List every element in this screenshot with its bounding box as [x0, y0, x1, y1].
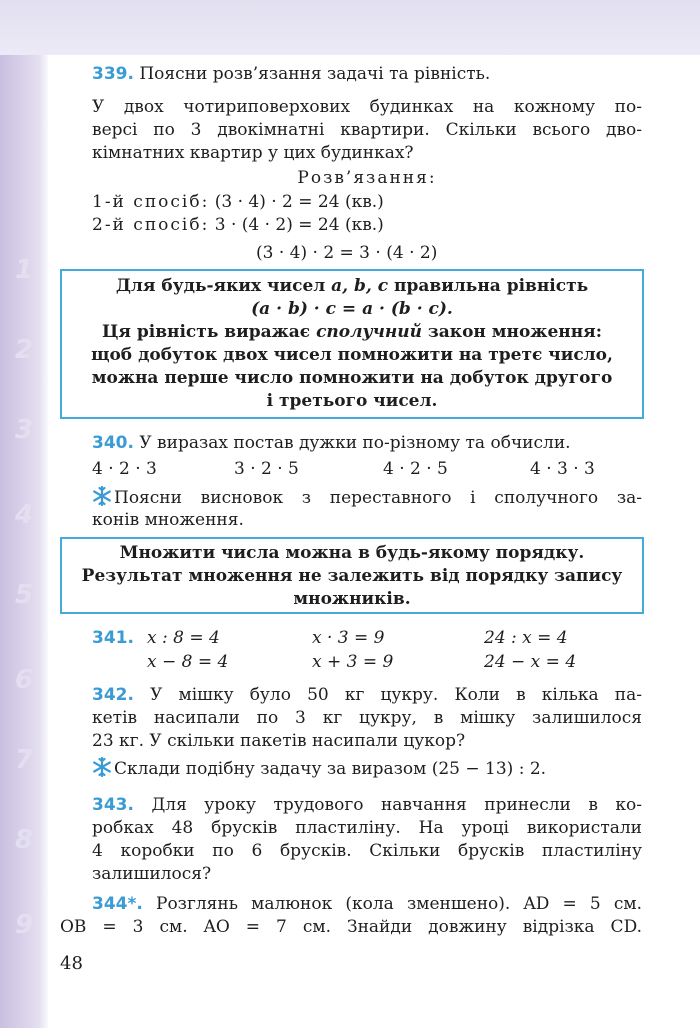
rule-line: Множити числа можна в будь-якому порядку.	[119, 543, 585, 563]
margin-number: 6	[14, 665, 34, 695]
way-1-expression: (3 · 4) · 2 = 24 (кв.)	[214, 192, 384, 212]
rule-text: правильна рівність	[394, 276, 589, 296]
way-1	[92, 191, 384, 213]
rule-line: щоб добуток двох чисел помножити на третє число,	[91, 345, 613, 365]
equation: x · 3 = 9	[312, 628, 385, 648]
equation: 24 : x = 4	[484, 628, 568, 648]
margin-number: 1	[14, 255, 34, 285]
margin-number: 8	[14, 825, 34, 855]
equation: x + 3 = 9	[312, 652, 394, 672]
rule-text: Ця рівність виражає	[101, 322, 311, 342]
task-344-line	[92, 893, 642, 915]
equation: 24 − x = 4	[484, 652, 577, 672]
rule-text: закон множення:	[427, 322, 603, 342]
task-number: 341.	[92, 628, 134, 648]
margin-number: 9	[14, 910, 34, 940]
snowflake-icon	[92, 486, 112, 506]
task-339-header	[92, 63, 490, 85]
rule-line	[62, 321, 642, 343]
rule-line	[62, 275, 642, 297]
star-task-text: Поясни висновок з переставного і сполучного за-	[114, 488, 642, 508]
task-342-line	[92, 684, 642, 706]
margin-number: 7	[14, 745, 34, 775]
task-text-line: робках 48 брусків пластиліну. На уроці використали	[92, 818, 642, 838]
page-number: 48	[60, 953, 83, 974]
task-text-line: кімнатних квартир у цих будинках?	[92, 143, 414, 163]
rule-formula: (a · b) · c = a · (b · c).	[251, 299, 453, 319]
rule-line: множників.	[293, 589, 411, 609]
margin-number: 3	[14, 415, 34, 445]
task-title: Поясни розв’язання задачі та рівність.	[139, 64, 491, 84]
task-text-line: 4 коробки по 6 брусків. Скільки брусків пластиліну	[92, 841, 642, 861]
star-task	[92, 757, 546, 780]
way-1-label: 1-й спосіб:	[92, 192, 210, 212]
rule-line: і третього чисел.	[266, 391, 438, 411]
star-task-text: конів множення.	[92, 510, 244, 530]
task-text: У мішку було 50 кг цукру. Коли в кілька па-	[150, 685, 642, 705]
star-task	[92, 486, 642, 509]
expression: 3 · 2 · 5	[234, 459, 299, 479]
task-text-line: OB = 3 см. AO = 7 см. Знайди довжину відрізка CD.	[60, 917, 642, 937]
task-text-line: версі по 3 двокімнатні квартири. Скільки всього дво-	[92, 120, 642, 140]
task-text-line: 23 кг. У скільки пакетів насипали цукор?	[92, 731, 466, 751]
way-2-expression: 3 · (4 · 2) = 24 (кв.)	[214, 215, 384, 235]
rule-line: Результат множення не залежить від порядку запису	[81, 566, 623, 586]
task-343-line	[92, 794, 642, 816]
margin-number: 4	[14, 500, 34, 530]
task-340-header	[92, 432, 571, 454]
expression: 4 · 2 · 5	[383, 459, 448, 479]
task-number: 340.	[92, 433, 134, 453]
task-text-line: кетів насипали по 3 кг цукру, в мішку залишилося	[92, 708, 642, 728]
task-text-line: У двох чотириповерхових будинках на кожному по-	[92, 97, 642, 117]
margin-number: 2	[14, 335, 34, 365]
solution-heading: Розв’язання:	[297, 168, 437, 188]
margin-number: 5	[14, 580, 34, 610]
task-number: 343.	[92, 795, 134, 815]
task-text: У виразах постав дужки по-різному та обчисли.	[139, 433, 571, 453]
expression: 4 · 3 · 3	[530, 459, 595, 479]
snowflake-icon	[92, 757, 112, 777]
task-text: Для уроку трудового навчання принесли в ко-	[151, 795, 642, 815]
rule-box-associative	[60, 269, 644, 419]
equation: x − 8 = 4	[147, 652, 229, 672]
rule-box-commutative	[60, 537, 644, 614]
rule-vars: a, b, c	[331, 276, 389, 296]
task-number: 339.	[92, 64, 134, 84]
rule-term: сполучний	[316, 322, 422, 342]
task-number: 342.	[92, 685, 134, 705]
equality: (3 · 4) · 2 = 3 · (4 · 2)	[256, 243, 438, 263]
rule-text: Для будь-яких чисел	[115, 276, 326, 296]
rule-line: можна перше число помножити на добуток другого	[91, 368, 613, 388]
star-task-text: Склади подібну задачу за виразом (25 − 13) : 2.	[114, 759, 547, 779]
task-number: 344*.	[92, 894, 143, 914]
task-text-line: залишилося?	[92, 864, 212, 884]
way-2-label: 2-й спосіб:	[92, 215, 210, 235]
equation: x : 8 = 4	[147, 628, 220, 648]
task-text: Розглянь малюнок (кола зменшено). AD = 5 см.	[156, 894, 642, 914]
expression: 4 · 2 · 3	[92, 459, 157, 479]
way-2	[92, 214, 384, 236]
